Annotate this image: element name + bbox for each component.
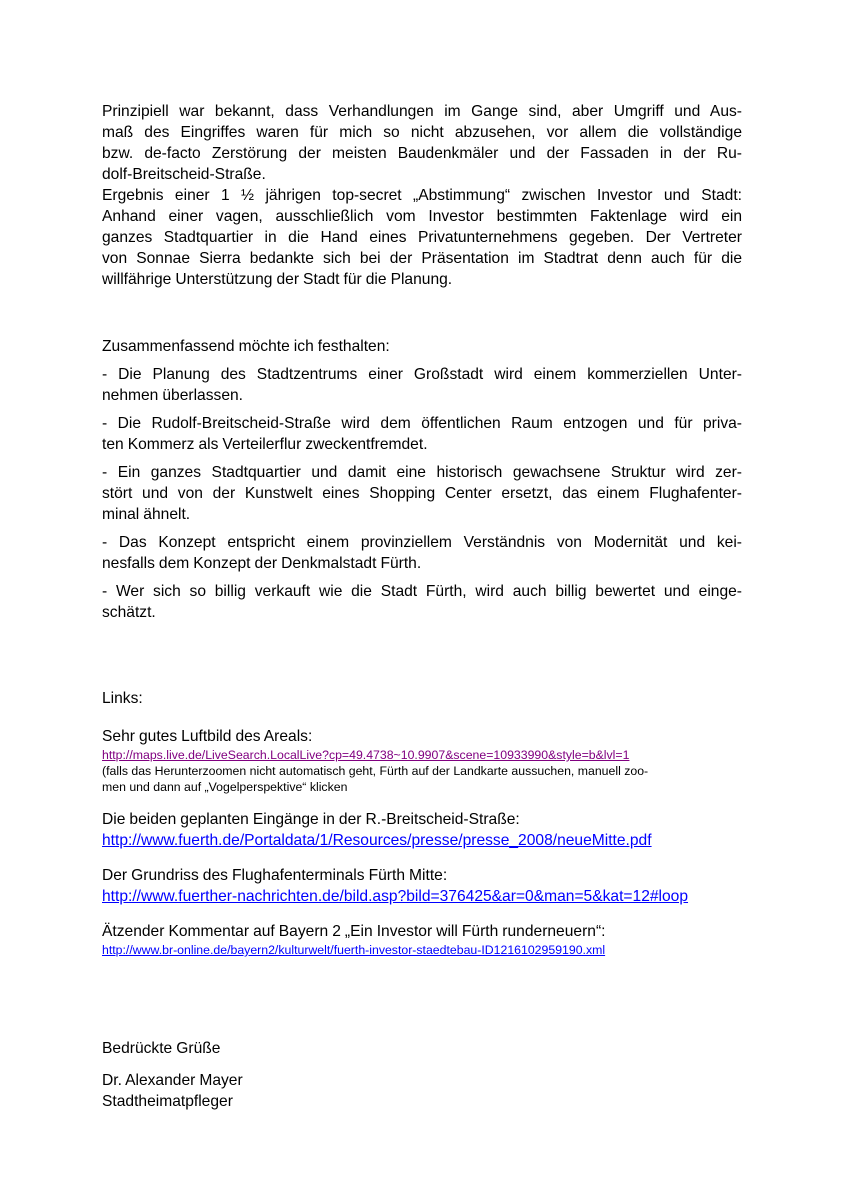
link-note-line: men und dann auf „Vogelperspektive“ klicken [102, 780, 348, 794]
intro-line: von Sonnae Sierra bedankte sich bei der Präsentation im Stadtrat denn auch für die [102, 250, 742, 267]
link-block [102, 865, 742, 907]
link-label [102, 921, 742, 942]
summary-line: minal ähnelt. [102, 506, 191, 523]
spacer [102, 525, 742, 532]
summary-line: nesfalls dem Konzept der Denkmalstadt Fürth. [102, 555, 422, 572]
intro-line: Prinzipiell war bekannt, dass Verhandlungen im Gange sind, aber Umgriff und Aus- [102, 103, 742, 120]
links-heading [102, 688, 742, 709]
intro-paragraph [102, 101, 742, 290]
summary-line: stört und von der Kunstwelt eines Shopping Center ersetzt, das einem Flughafenter- [102, 485, 742, 502]
link-label [102, 865, 742, 886]
summary-line: - Die Rudolf-Breitscheid-Straße wird dem öffentlichen Raum entzogen und für priva- [102, 415, 742, 432]
intro-line: ganzes Stadtquartier in die Hand eines Privatunternehmens gegeben. Der Vertreter [102, 229, 742, 246]
intro-line: bzw. de-facto Zerstörung der meisten Baudenkmäler und der Fassaden in der Ru- [102, 145, 742, 162]
closing-greeting-text: Bedrückte Grüße [102, 1040, 221, 1057]
spacer [102, 623, 742, 674]
links-heading-text: Links: [102, 690, 143, 707]
signature-title: Stadtheimatpfleger [102, 1093, 233, 1110]
spacer [102, 574, 742, 581]
summary-line: - Ein ganzes Stadtquartier und damit eine historisch gewachsene Struktur wird zer- [102, 464, 742, 481]
link-label [102, 809, 742, 830]
signature [102, 1070, 742, 1112]
link-note-line: (falls das Herunterzoomen nicht automatisch geht, Fürth auf der Landkarte aussuchen, manuell zoo- [102, 764, 649, 778]
spacer [102, 674, 742, 688]
intro-line: dolf-Breitscheid-Straße. [102, 166, 266, 183]
link-block [102, 921, 742, 958]
summary-heading-text: Zusammenfassend möchte ich festhalten: [102, 338, 390, 355]
signature-name: Dr. Alexander Mayer [102, 1072, 243, 1089]
document-page [102, 101, 742, 1112]
spacer [102, 907, 742, 921]
closing-greeting [102, 1038, 742, 1059]
spacer [102, 795, 742, 809]
intro-line: maß des Eingriffes waren für mich so nicht abzusehen, vor allem die vollständige [102, 124, 742, 141]
spacer [102, 406, 742, 413]
spacer [102, 357, 742, 364]
link-label-text: Sehr gutes Luftbild des Areals: [102, 728, 313, 745]
radio-commentary-link[interactable]: http://www.br-online.de/bayern2/kulturwelt/fuerth-investor-staedtebau-ID1216102959190.xml [102, 943, 606, 957]
link-label-text: Ätzender Kommentar auf Bayern 2 „Ein Investor will Fürth runderneuern“: [102, 923, 606, 940]
intro-line: willfährige Unterstützung der Stadt für die Planung. [102, 271, 453, 288]
summary-point [102, 413, 742, 455]
summary-line: - Das Konzept entspricht einem provinziellem Verständnis von Modernität und kei- [102, 534, 742, 551]
summary-point [102, 364, 742, 406]
aerial-photo-link[interactable]: http://maps.live.de/LiveSearch.LocalLive?cp=49.4738~10.9907&scene=10933990&style=b&lvl=1 [102, 748, 630, 762]
link-block [102, 726, 742, 795]
spacer [102, 1059, 742, 1070]
summary-line: - Die Planung des Stadtzentrums einer Großstadt wird einem kommerziellen Unter- [102, 366, 742, 383]
link-note [102, 763, 742, 795]
spacer [102, 290, 742, 336]
summary-heading [102, 336, 742, 357]
floorplan-link[interactable]: http://www.fuerther-nachrichten.de/bild.asp?bild=376425&ar=0&man=5&kat=12#loop [102, 888, 689, 905]
spacer [102, 958, 742, 1038]
spacer [102, 709, 742, 726]
intro-line: Ergebnis einer 1 ½ jährigen top-secret „Abstimmung“ zwischen Investor und Stadt: [102, 187, 742, 204]
link-label-text: Die beiden geplanten Eingänge in der R.-Breitscheid-Straße: [102, 811, 520, 828]
spacer [102, 851, 742, 865]
summary-point [102, 532, 742, 574]
entrances-pdf-link[interactable]: http://www.fuerth.de/Portaldata/1/Resources/presse/presse_2008/neueMitte.pdf [102, 832, 652, 849]
summary-point [102, 462, 742, 525]
link-label-text: Der Grundriss des Flughafenterminals Fürth Mitte: [102, 867, 448, 884]
spacer [102, 455, 742, 462]
summary-line: schätzt. [102, 604, 156, 621]
summary-line: - Wer sich so billig verkauft wie die Stadt Fürth, wird auch billig bewertet und einge- [102, 583, 742, 600]
link-block [102, 809, 742, 851]
summary-line: nehmen überlassen. [102, 387, 244, 404]
link-label [102, 726, 742, 747]
summary-point [102, 581, 742, 623]
intro-line: Anhand einer vagen, ausschließlich vom Investor bestimmten Faktenlage wird ein [102, 208, 742, 225]
summary-line: ten Kommerz als Verteilerflur zweckentfremdet. [102, 436, 428, 453]
